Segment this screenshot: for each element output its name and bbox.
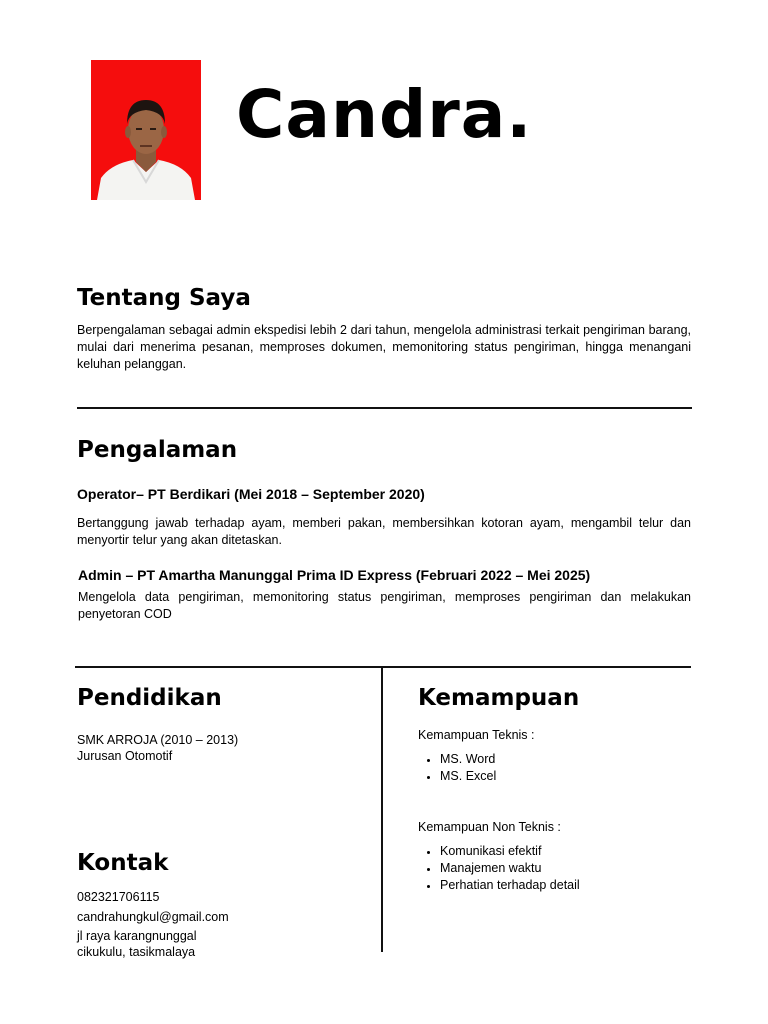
candidate-name: Candra.	[236, 76, 533, 153]
contact-address-line1: jl raya karangnunggal	[77, 929, 197, 943]
list-item: Perhatian terhadap detail	[418, 877, 580, 894]
technical-skills-label: Kemampuan Teknis :	[418, 728, 535, 742]
job-title: Operator– PT Berdikari (Mei 2018 – September 2020)	[77, 486, 425, 502]
nontechnical-skills-list	[418, 843, 580, 894]
experience-heading: Pengalaman	[77, 437, 238, 463]
contact-address-line2: cikukulu, tasikmalaya	[77, 945, 196, 959]
list-item: Komunikasi efektif	[418, 843, 580, 860]
education-major: Jurusan Otomotif	[77, 749, 173, 763]
person-portrait-icon	[91, 60, 201, 200]
job-description: Bertanggung jawab terhadap ayam, memberi pakan, membersihkan kotoran ayam, mengambil telur dan menyortir telur yang akan ditetaskan.	[77, 516, 691, 547]
profile-photo	[91, 60, 201, 200]
list-item: Manajemen waktu	[418, 860, 580, 877]
list-item: MS. Word	[418, 751, 496, 768]
section-divider	[77, 407, 692, 409]
education-school: SMK ARROJA (2010 – 2013)	[77, 733, 239, 747]
contact-phone: 082321706115	[77, 890, 160, 904]
list-item: MS. Excel	[418, 768, 496, 785]
skills-heading: Kemampuan	[418, 685, 580, 711]
job-description: Mengelola data pengiriman, memonitoring status pengiriman, memproses pengiriman dan melakukan penyetoran COD	[78, 590, 691, 621]
section-divider	[75, 666, 691, 668]
job-title: Admin – PT Amartha Manunggal Prima ID Express (Februari 2022 – Mei 2025)	[78, 567, 591, 583]
technical-skills-list	[418, 751, 496, 785]
contact-email: candrahungkul@gmail.com	[77, 910, 229, 924]
about-text: Berpengalaman sebagai admin ekspedisi lebih 2 dari tahun, mengelola administrasi terkait pengiriman barang, mulai dari menerima pesanan, memproses dokumen, memonitoring status pengiriman, hingga menangani keluhan pelanggan.	[77, 323, 691, 371]
column-divider	[381, 668, 383, 952]
contact-heading: Kontak	[77, 850, 169, 876]
about-heading: Tentang Saya	[77, 285, 251, 311]
nontechnical-skills-label: Kemampuan Non Teknis :	[418, 820, 561, 834]
education-heading: Pendidikan	[77, 685, 222, 711]
